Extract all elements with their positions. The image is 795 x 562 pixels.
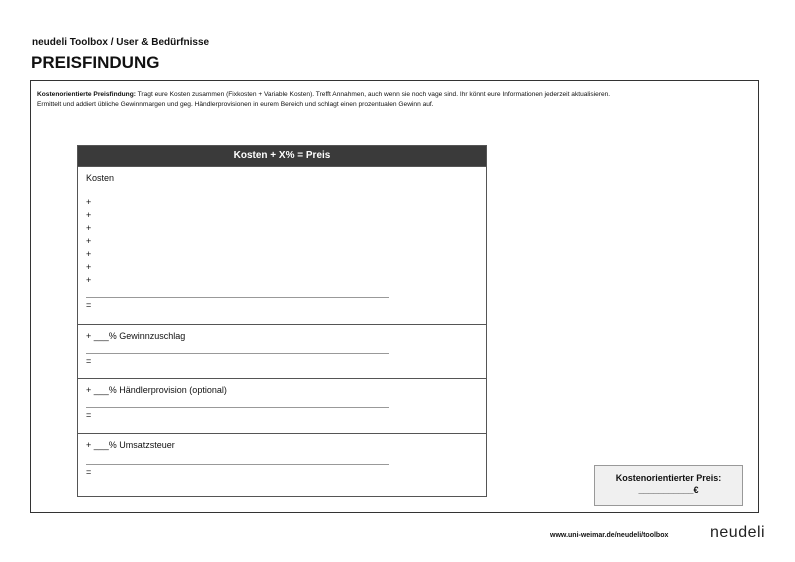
footer-url[interactable]: www.uni-weimar.de/neudeli/toolbox [550,532,669,539]
page-title: PREISFINDUNG [31,53,160,72]
intro-text [37,90,617,110]
cost-row[interactable]: + [86,197,92,207]
table-header: Kosten + X% = Preis [78,146,486,166]
gewinnzuschlag-label[interactable]: + ___% Gewinnzuschlag [86,331,186,341]
sum-line [86,353,389,354]
kosten-label: Kosten [86,173,115,183]
price-box [594,465,743,506]
sum-line [86,407,389,408]
price-label: Kostenorientierter Preis: [615,473,722,483]
breadcrumb: neudeli Toolbox / User & Bedürfnisse [32,37,210,48]
sum-equals[interactable]: = [86,356,92,366]
intro-body: Tragt eure Kosten zusammen (Fixkosten + Variable Kosten). Trefft Annahmen, auch wenn sie noch vage sind. Ihr könnt eure Informationen jederzeit aktualisieren. Ermittelt und addiert übliche Gewinnmargen und geg. Händlerprovisionen in eurem Bereich und schlagt einen prozentualen Gewinn auf. [37,91,611,108]
section-umsatzsteuer [78,433,486,497]
price-table [77,145,487,497]
section-gewinnzuschlag [78,324,486,378]
neudeli-logo: neudeli [710,524,766,541]
cost-row[interactable]: + [86,236,92,246]
cost-row[interactable]: + [86,262,92,272]
umsatzsteuer-label[interactable]: + ___% Umsatzsteuer [86,440,175,450]
section-kosten [78,166,486,324]
sum-equals[interactable]: = [86,467,92,477]
cost-row[interactable]: + [86,249,92,259]
sum-line [86,464,389,465]
sum-equals[interactable]: = [86,300,92,310]
cost-row[interactable]: + [86,275,92,285]
sum-equals[interactable]: = [86,410,92,420]
price-value[interactable]: ___________€ [638,485,699,495]
intro-bold: Kostenorientierte Preisfindung: [37,91,136,98]
sum-line [86,297,389,298]
cost-row[interactable]: + [86,223,92,233]
cost-row[interactable]: + [86,210,92,220]
haendlerprovision-label[interactable]: + ___% Händlerprovision (optional) [86,385,227,395]
section-haendlerprovision [78,378,486,433]
